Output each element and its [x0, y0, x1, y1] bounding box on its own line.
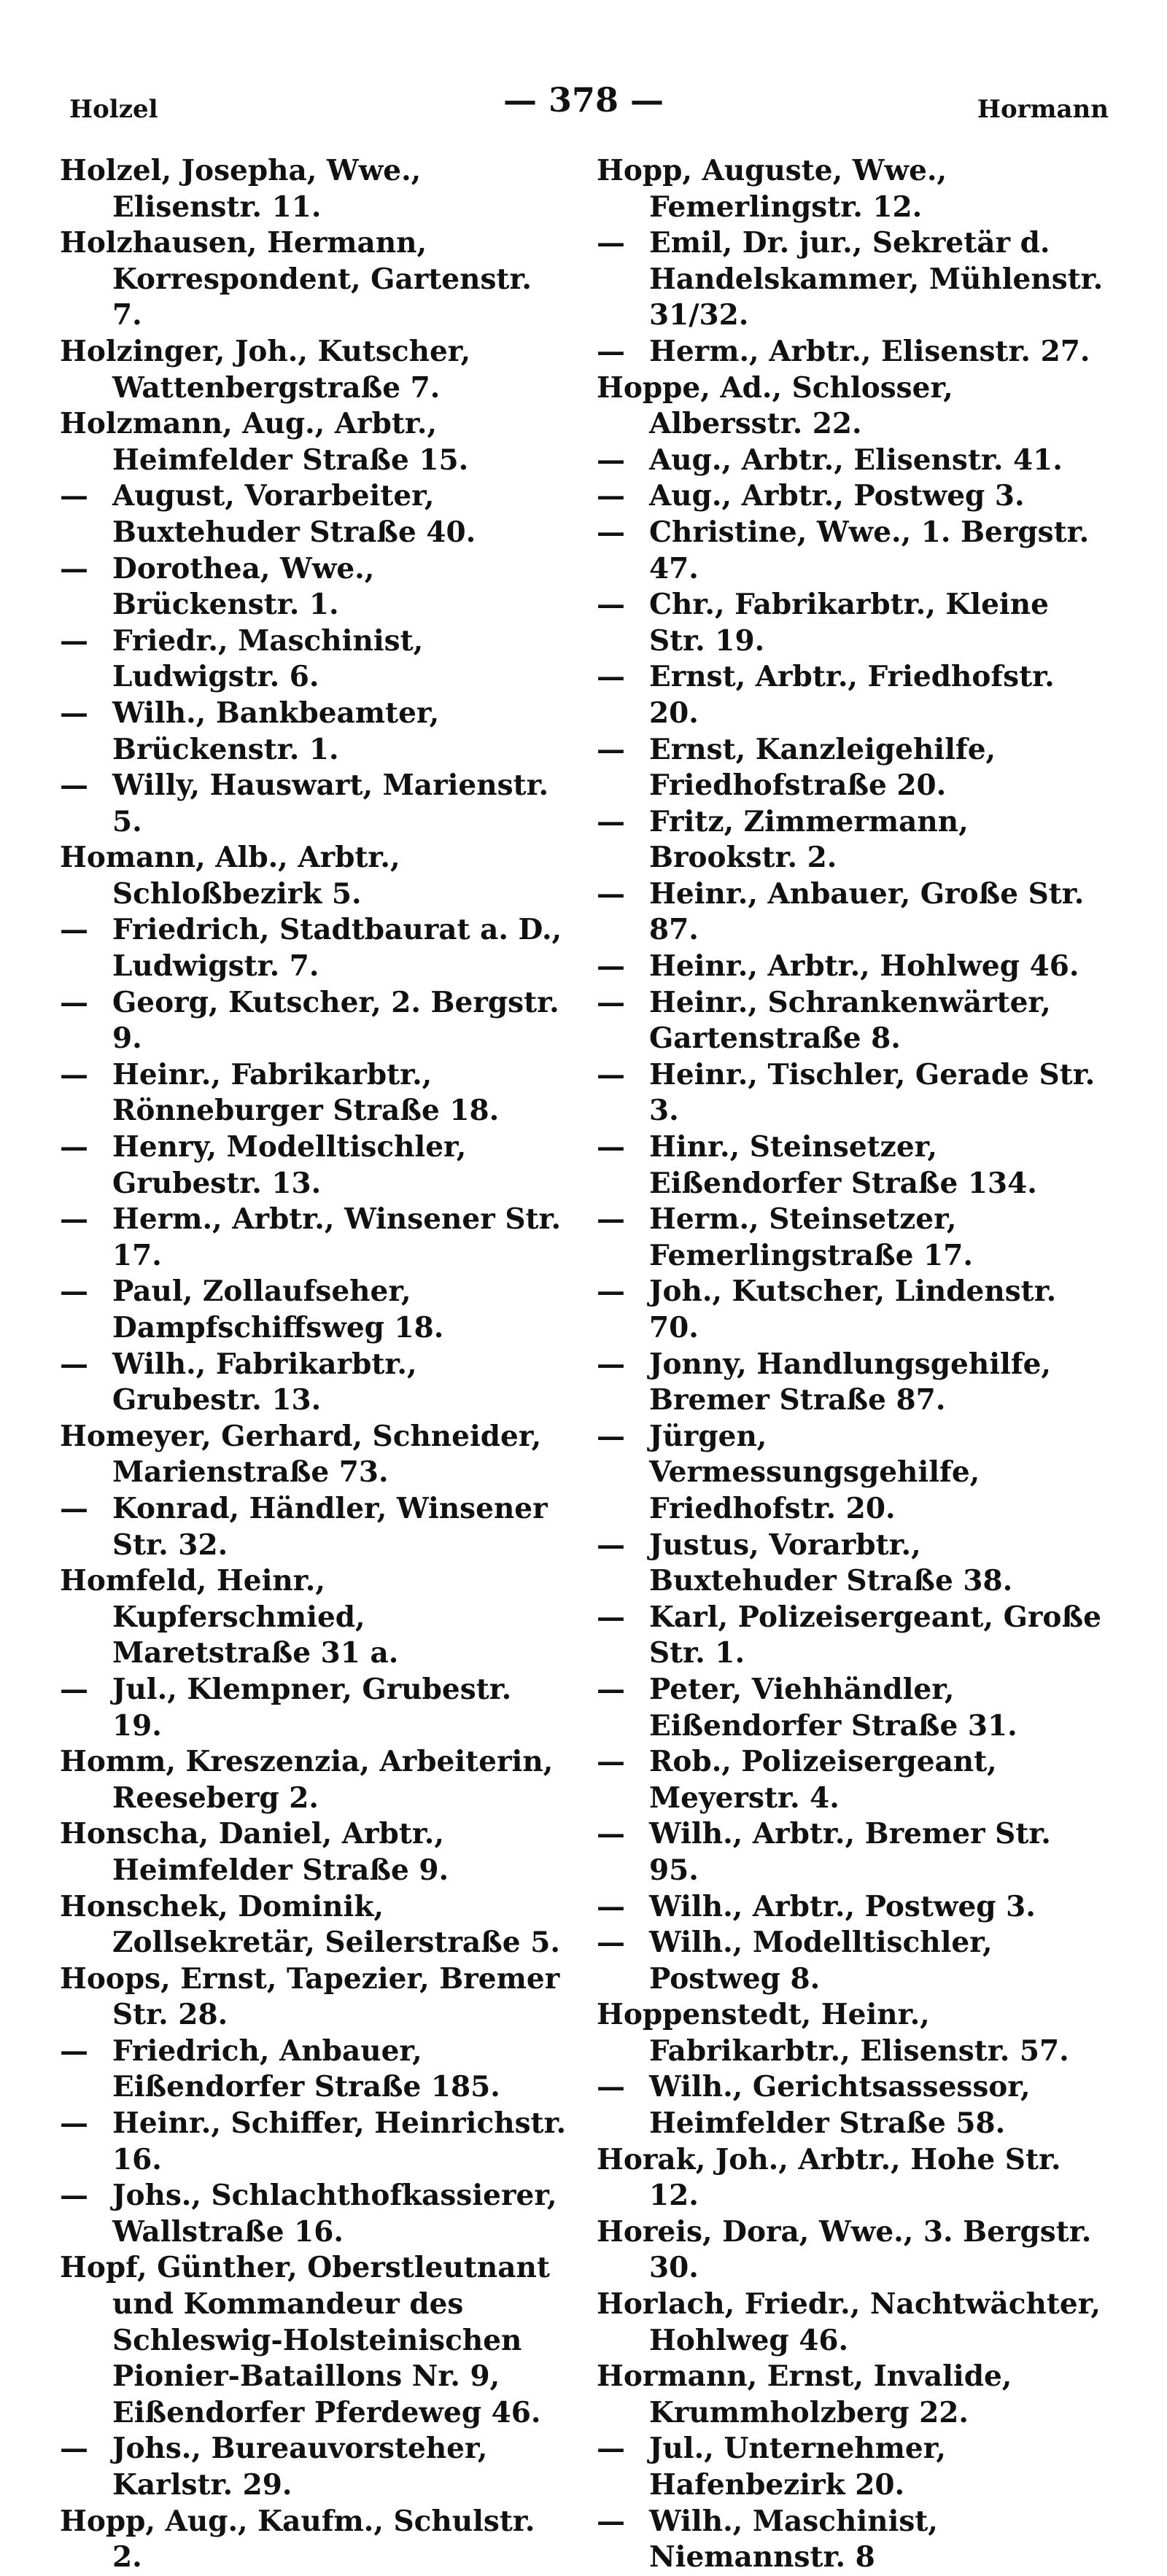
ditto-dash: — — [60, 1672, 88, 1706]
ditto-dash: — — [60, 479, 88, 513]
directory-entry — [60, 2431, 570, 2503]
directory-entry — [597, 1057, 1107, 1129]
directory-entry — [60, 2504, 570, 2576]
directory-entry — [60, 551, 570, 623]
ditto-dash: — — [597, 443, 625, 477]
ditto-dash: — — [597, 1528, 625, 1562]
ditto-dash: — — [60, 1275, 88, 1309]
ditto-dash: — — [597, 985, 625, 1019]
ditto-dash: — — [60, 1057, 88, 1092]
ditto-dash: — — [597, 1130, 625, 1164]
ditto-dash: — — [60, 1130, 88, 1164]
entry-text: Honscha, Daniel, Arbtr., Heimfelder Straße 9. — [60, 1817, 449, 1887]
ditto-dash: — — [597, 1926, 625, 1960]
directory-entry — [60, 153, 570, 225]
entry-text: Friedr., Maschinist, Ludwigstr. 6. — [112, 623, 424, 694]
entry-text: Horeis, Dora, Wwe., 3. Bergstr. 30. — [597, 2214, 1092, 2285]
entry-text: Wilh., Fabrikarbtr., Grubestr. 13. — [112, 1347, 417, 1417]
ditto-dash: — — [597, 732, 625, 766]
directory-entry — [597, 659, 1107, 731]
header-right-keyword: Hormann — [977, 95, 1109, 124]
directory-entry — [597, 985, 1107, 1057]
directory-entry — [60, 1961, 570, 2034]
directory-entry — [597, 2069, 1107, 2141]
directory-entry — [597, 587, 1107, 659]
entry-text: Hopp, Aug., Kaufm., Schulstr. 2. — [60, 2504, 535, 2575]
directory-entry — [60, 623, 570, 696]
ditto-dash: — — [60, 2179, 88, 2213]
entry-text: Wilh., Modelltischler, Postweg 8. — [649, 1926, 993, 1996]
directory-entry — [60, 1419, 570, 1491]
ditto-dash: — — [60, 985, 88, 1019]
ditto-dash: — — [597, 226, 625, 260]
ditto-dash: — — [597, 804, 625, 838]
entry-text: Friedrich, Stadtbaurat a. D., Ludwigstr. 7. — [112, 913, 562, 984]
directory-entry — [597, 515, 1107, 587]
entry-text: Friedrich, Anbauer, Eißendorfer Straße 185. — [112, 2034, 500, 2104]
entry-text: Herm., Steinsetzer, Femerlingstraße 17. — [649, 1202, 973, 1272]
directory-entry — [60, 912, 570, 984]
entry-text: Honschek, Dominik, Zollsekretär, Seilerstraße 5. — [60, 1889, 560, 1960]
entry-text: Herm., Arbtr., Winsener Str. 17. — [112, 1202, 562, 1272]
ditto-dash: — — [60, 2034, 88, 2068]
directory-entry — [60, 2178, 570, 2250]
entry-text: Aug., Arbtr., Postweg 3. — [649, 479, 1025, 513]
ditto-dash: — — [597, 1347, 625, 1381]
entry-text: Henry, Modelltischler, Grubestr. 13. — [112, 1130, 467, 1200]
ditto-dash: — — [597, 479, 625, 513]
directory-entry — [597, 1419, 1107, 1528]
directory-entry — [597, 1528, 1107, 1600]
directory-entry — [597, 1347, 1107, 1419]
entry-text: Jul., Klempner, Grubestr. 19. — [112, 1672, 512, 1743]
directory-entry — [597, 1672, 1107, 1744]
entry-text: Dorothea, Wwe., Brückenstr. 1. — [112, 551, 375, 622]
directory-entry — [60, 1816, 570, 1888]
directory-entry — [597, 153, 1107, 225]
entry-text: Hoppenstedt, Heinr., Fabrikarbtr., Elisenstr. 57. — [597, 1998, 1069, 2068]
ditto-dash: — — [597, 949, 625, 984]
directory-entry — [597, 478, 1107, 515]
entry-text: Holzhausen, Hermann, Korrespondent, Gartenstr. 7. — [60, 226, 532, 332]
entry-text: Heinr., Tischler, Gerade Str. 3. — [649, 1057, 1096, 1128]
ditto-dash: — — [597, 2070, 625, 2104]
entry-text: Holzmann, Aug., Arbtr., Heimfelder Straße 15. — [60, 407, 469, 477]
directory-entry — [597, 2504, 1107, 2576]
directory-entry — [597, 1816, 1107, 1888]
entry-text: Homeyer, Gerhard, Schneider, Marienstraße 73. — [60, 1419, 542, 1490]
page-number: — 378 — — [503, 80, 664, 120]
directory-entry — [60, 1744, 570, 1816]
entry-text: Jonny, Handlungsgehilfe, Bremer Straße 87. — [649, 1347, 1051, 1417]
ditto-dash: — — [60, 2432, 88, 2466]
directory-entry — [60, 985, 570, 1057]
ditto-dash: — — [60, 551, 88, 585]
entry-text: Emil, Dr. jur., Sekretär d. Handelskammer, Mühlenstr. 31/32. — [649, 226, 1104, 332]
directory-entry — [60, 1889, 570, 1961]
entry-text: Horlach, Friedr., Nachtwächter, Hohlweg 46. — [597, 2287, 1101, 2357]
entry-text: Johs., Bureauvorsteher, Karlstr. 29. — [112, 2432, 488, 2502]
ditto-dash: — — [597, 1275, 625, 1309]
directory-entry — [60, 478, 570, 550]
directory-entry — [60, 225, 570, 334]
entry-text: Homann, Alb., Arbtr., Schloßbezirk 5. — [60, 841, 400, 911]
ditto-dash: — — [60, 768, 88, 803]
directory-entry — [597, 1925, 1107, 1997]
ditto-dash: — — [597, 2504, 625, 2538]
ditto-dash: — — [597, 1672, 625, 1706]
entry-text: Peter, Viehhändler, Eißendorfer Straße 31. — [649, 1672, 1017, 1743]
directory-entry — [60, 406, 570, 478]
directory-entry — [597, 2214, 1107, 2287]
entry-text: Wilh., Arbtr., Postweg 3. — [649, 1889, 1036, 1923]
entry-text: Heinr., Arbtr., Hohlweg 46. — [649, 949, 1079, 984]
entry-text: Wilh., Gerichtsassessor, Heimfelder Straße 58. — [649, 2070, 1031, 2141]
directory-entry — [597, 1129, 1107, 1202]
page-header — [0, 80, 1167, 139]
entry-text: Homm, Kreszenzia, Arbeiterin, Reeseberg 2. — [60, 1745, 554, 1815]
directory-entry — [60, 1202, 570, 1274]
directory-entry — [597, 949, 1107, 985]
ditto-dash: — — [60, 623, 88, 658]
entry-text: Hopp, Auguste, Wwe., Femerlingstr. 12. — [597, 154, 947, 224]
ditto-dash: — — [597, 515, 625, 549]
entry-text: Holzel, Josepha, Wwe., Elisenstr. 11. — [60, 154, 422, 224]
entry-text: Heinr., Schrankenwärter, Gartenstraße 8. — [649, 985, 1051, 1056]
entry-text: August, Vorarbeiter, Buxtehuder Straße 40. — [112, 479, 476, 549]
entry-text: Justus, Vorarbtr., Buxtehuder Straße 38. — [649, 1528, 1013, 1598]
directory-entry — [60, 2106, 570, 2178]
entry-text: Paul, Zollaufseher, Dampfschiffsweg 18. — [112, 1275, 444, 1345]
entry-text: Hinr., Steinsetzer, Eißendorfer Straße 134. — [649, 1130, 1037, 1200]
ditto-dash: — — [60, 1202, 88, 1237]
ditto-dash: — — [60, 913, 88, 947]
ditto-dash: — — [597, 876, 625, 911]
ditto-dash: — — [597, 1600, 625, 1634]
directory-entry — [597, 2287, 1107, 2359]
entry-text: Hopf, Günther, Oberstleutnant und Kommandeur des Schleswig-Holsteinischen Pionier-Bataillons Nr. 9, Eißendorfer Pferdeweg 46. — [60, 2251, 550, 2429]
entry-text: Heinr., Fabrikarbtr., Rönneburger Straße 18. — [112, 1057, 500, 1128]
ditto-dash: — — [60, 1491, 88, 1525]
entry-text: Georg, Kutscher, 2. Bergstr. 9. — [112, 985, 559, 1056]
ditto-dash: — — [597, 1817, 625, 1851]
entry-text: Heinr., Schiffer, Heinrichstr. 16. — [112, 2106, 567, 2176]
directory-entry — [60, 1491, 570, 1563]
entry-text: Christine, Wwe., 1. Bergstr. 47. — [649, 515, 1090, 585]
directory-entry — [597, 1202, 1107, 1274]
directory-entry — [597, 804, 1107, 876]
ditto-dash: — — [597, 1745, 625, 1779]
entry-text: Wilh., Maschinist, Niemannstr. 8 — [649, 2504, 938, 2575]
directory-entry — [60, 2034, 570, 2106]
entry-text: Joh., Kutscher, Lindenstr. 70. — [649, 1275, 1057, 1345]
ditto-dash: — — [597, 1057, 625, 1092]
directory-entry — [597, 2431, 1107, 2503]
directory-entry — [597, 1600, 1107, 1672]
directory-entry — [60, 768, 570, 840]
entry-text: Johs., Schlachthofkassierer, Wallstraße 16. — [112, 2179, 557, 2249]
entry-text: Wilh., Arbtr., Bremer Str. 95. — [649, 1817, 1051, 1887]
entry-text: Ernst, Arbtr., Friedhofstr. 20. — [649, 660, 1055, 730]
directory-entry — [60, 1347, 570, 1419]
directory-entry — [60, 840, 570, 912]
directory-entry — [597, 2142, 1107, 2214]
directory-entry — [597, 334, 1107, 370]
entry-text: Heinr., Anbauer, Große Str. 87. — [649, 876, 1085, 947]
entry-text: Jürgen, Vermessungsgehilfe, Friedhofstr. 20. — [649, 1419, 980, 1525]
ditto-dash: — — [597, 588, 625, 622]
directory-entry — [60, 696, 570, 768]
entry-text: Hormann, Ernst, Invalide, Krummholzberg 22. — [597, 2359, 1012, 2429]
directory-entry — [60, 2250, 570, 2431]
directory-entry — [60, 1057, 570, 1129]
entry-text: Hoops, Ernst, Tapezier, Bremer Str. 28. — [60, 1961, 560, 2032]
ditto-dash: — — [597, 1419, 625, 1453]
ditto-dash: — — [597, 334, 625, 368]
directory-entry — [597, 2359, 1107, 2431]
directory-entry — [597, 225, 1107, 334]
entry-text: Holzinger, Joh., Kutscher, Wattenbergstraße 7. — [60, 334, 471, 405]
entry-text: Horak, Joh., Arbtr., Hohe Str. 12. — [597, 2142, 1061, 2213]
entry-text: Wilh., Bankbeamter, Brückenstr. 1. — [112, 696, 440, 766]
entry-text: Ernst, Kanzleigehilfe, Friedhofstraße 20. — [649, 732, 996, 803]
directory-entry — [597, 1889, 1107, 1926]
header-left-keyword: Holzel — [69, 95, 158, 124]
directory-entry — [60, 1563, 570, 1672]
ditto-dash: — — [597, 1889, 625, 1923]
entry-text: Willy, Hauswart, Marienstr. 5. — [112, 768, 549, 838]
directory-entry — [60, 334, 570, 406]
ditto-dash: — — [60, 1347, 88, 1381]
directory-entry — [60, 1129, 570, 1202]
entry-text: Chr., Fabrikarbtr., Kleine Str. 19. — [649, 588, 1049, 658]
entry-text: Aug., Arbtr., Elisenstr. 41. — [649, 443, 1063, 477]
directory-entry — [597, 1997, 1107, 2069]
directory-entry — [597, 732, 1107, 804]
ditto-dash: — — [597, 2432, 625, 2466]
directory-entry — [60, 1672, 570, 1744]
entry-text: Hoppe, Ad., Schlosser, Albersstr. 22. — [597, 370, 953, 441]
right-column — [597, 153, 1107, 2576]
entry-text: Homfeld, Heinr., Kupferschmied, Maretstraße 31 a. — [60, 1564, 399, 1670]
left-column — [60, 153, 570, 2576]
directory-entry — [597, 370, 1107, 443]
ditto-dash: — — [60, 2106, 88, 2141]
entry-text: Fritz, Zimmermann, Brookstr. 2. — [649, 804, 969, 875]
directory-entry — [60, 1274, 570, 1346]
entry-text: Jul., Unternehmer, Hafenbezirk 20. — [649, 2432, 946, 2502]
ditto-dash: — — [60, 696, 88, 730]
entry-text: Konrad, Händler, Winsener Str. 32. — [112, 1491, 548, 1562]
ditto-dash: — — [597, 1202, 625, 1237]
entry-text: Rob., Polizeisergeant, Meyerstr. 4. — [649, 1745, 997, 1815]
ditto-dash: — — [597, 660, 625, 694]
entry-text: Herm., Arbtr., Elisenstr. 27. — [649, 334, 1090, 368]
entry-text: Karl, Polizeisergeant, Große Str. 1. — [649, 1600, 1101, 1670]
directory-entry — [597, 1274, 1107, 1346]
directory-entry — [597, 443, 1107, 479]
directory-entry — [597, 1744, 1107, 1816]
directory-entry — [597, 876, 1107, 949]
